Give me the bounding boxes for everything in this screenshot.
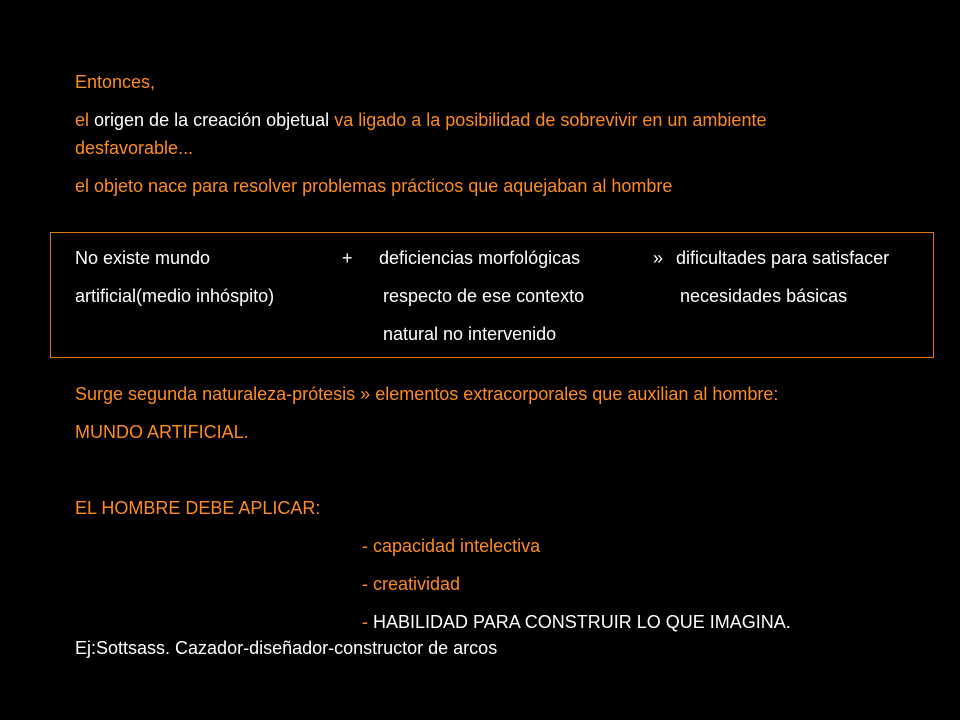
list-item-1: - capacidad intelectiva bbox=[362, 536, 541, 556]
box-col2-row3: natural no intervenido bbox=[383, 324, 557, 344]
list-item-3-text: HABILIDAD PARA CONSTRUIR LO QUE IMAGINA. bbox=[373, 612, 791, 632]
box-col1-row2: artificial(medio inhóspito) bbox=[75, 286, 275, 306]
example-line: Ej:Sottsass. Cazador-diseñador-constructor de arcos bbox=[75, 638, 498, 658]
intro-line-1: Entonces, bbox=[75, 72, 156, 92]
intro-line-2-prefix: el bbox=[75, 110, 95, 130]
list-heading: EL HOMBRE DEBE APLICAR: bbox=[75, 498, 321, 518]
list-item-2: - creatividad bbox=[362, 574, 461, 594]
box-col3-row1: dificultades para satisfacer bbox=[676, 248, 890, 268]
box-col2-row1: deficiencias morfológicas bbox=[379, 248, 581, 268]
box-col3-row2: necesidades básicas bbox=[680, 286, 848, 306]
box-col2-row2: respecto de ese contexto bbox=[383, 286, 585, 306]
intro-line-2 bbox=[75, 110, 766, 130]
middle-line-1: Surge segunda naturaleza-prótesis » elementos extracorporales que auxilian al hombre: bbox=[75, 384, 779, 404]
list-item-3 bbox=[362, 612, 791, 632]
box-arrow: » bbox=[653, 248, 664, 268]
intro-line-2-emphasis: origen de la creación objetual bbox=[94, 110, 330, 130]
box-col1-row1: No existe mundo bbox=[75, 248, 211, 268]
intro-line-2-suffix: va ligado a la posibilidad de sobrevivir en un ambiente bbox=[329, 110, 767, 130]
box-plus: + bbox=[342, 248, 353, 268]
intro-line-4: el objeto nace para resolver problemas prácticos que aquejaban al hombre bbox=[75, 176, 673, 196]
intro-line-3: desfavorable... bbox=[75, 138, 194, 158]
middle-line-2: MUNDO ARTIFICIAL. bbox=[75, 422, 249, 442]
list-item-3-dash: - bbox=[362, 612, 373, 632]
